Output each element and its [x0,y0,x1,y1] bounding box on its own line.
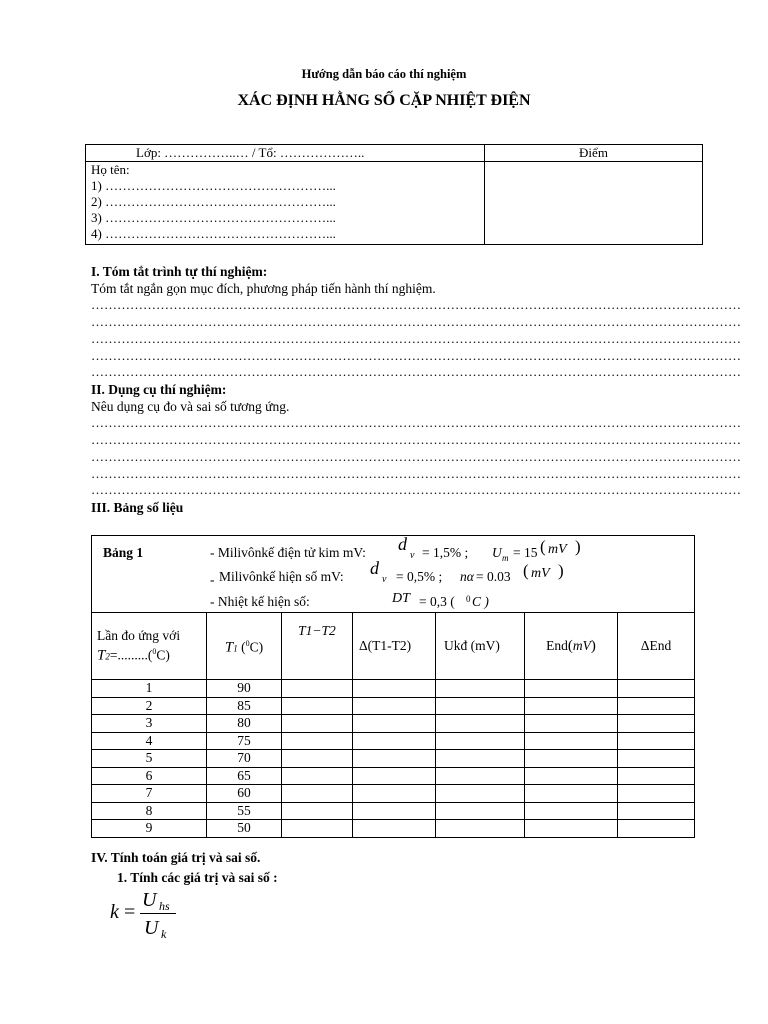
n-alpha-symbol: nα [460,569,474,584]
document-subtitle: Hướng dẫn báo cáo thí nghiệm [301,67,467,81]
name-line-3: 3) ……………………………………………... [91,210,336,225]
col-header-delta-end: ΔEnd [618,613,695,680]
delta-symbol: d [370,558,379,578]
paren-close: ) [575,537,581,556]
formula-denominator-subscript: k [161,927,167,941]
row-t1-value: 85 [207,697,282,715]
table-row [92,715,695,733]
celsius-unit: C ) [472,594,489,609]
paren-close: ) [558,561,564,580]
row-index: 7 [92,785,207,803]
formula-fraction-bar [140,913,176,914]
row-index: 2 [92,697,207,715]
empty-cell [436,767,525,785]
score-cell [485,162,703,245]
degree-superscript: 0 [152,646,157,656]
um-subscript: m [502,553,509,563]
empty-cell [282,820,353,838]
class-group-field: Lớp: ……………..… / Tổ: ……………….. [86,145,485,162]
empty-cell [353,802,436,820]
t2-placeholder: =.........( [109,647,153,663]
empty-cell [525,697,618,715]
row-t1-value: 50 [207,820,282,838]
name-line-4: 4) ……………………………………………... [91,226,336,241]
name-label: Họ tên: [91,162,130,177]
empty-cell [525,767,618,785]
empty-cell [618,750,695,768]
delta-symbol: d [398,534,407,554]
names-cell [86,162,485,245]
dotted-line: …………………………………………………………………………………………………………………………………… [91,449,741,464]
section-3-heading: III. Bảng số liệu [91,500,184,515]
formula-numerator-subscript: hs [159,899,170,913]
score-label: Điểm [485,145,703,162]
col-header-t1-minus-t2: T1−T2 [282,613,353,680]
formula-denominator: U [144,917,159,939]
empty-cell [618,785,695,803]
empty-cell [282,697,353,715]
row-t1-value: 65 [207,767,282,785]
paren-open: ( [540,537,546,556]
row-index: 4 [92,732,207,750]
empty-cell [436,820,525,838]
t1-unit-open: ( [241,639,246,655]
table-label: Bảng 1 [103,545,144,560]
unit-mv-2: mV [531,566,550,581]
row-index: 9 [92,820,207,838]
t2-symbol: T [97,647,106,664]
row-index: 5 [92,750,207,768]
empty-cell [618,680,695,698]
table-row [92,820,695,838]
um-symbol: U [492,545,502,560]
empty-cell [618,715,695,733]
empty-cell [436,802,525,820]
instrument-2-label: - [210,572,215,587]
instrument-2-label: Milivônkế hiện số mV: [219,569,344,584]
unit-mv-1: mV [548,542,567,557]
student-info-table [85,144,703,245]
t2-subscript: 2 [105,651,110,662]
formula-lhs: k [110,901,119,923]
t1-subscript: 1 [233,643,238,654]
empty-cell [353,715,436,733]
empty-cell [436,732,525,750]
empty-cell [353,820,436,838]
n-alpha-value: = 0.03 [476,569,511,584]
delta-subscript: v [382,574,387,585]
empty-cell [525,715,618,733]
table-row [92,680,695,698]
empty-cell [353,697,436,715]
t1-unit-close: C) [249,639,264,655]
empty-cell [282,767,353,785]
empty-cell [353,680,436,698]
empty-cell [525,732,618,750]
t1-symbol: T [224,639,234,656]
table-row [92,767,695,785]
row-t1-value: 55 [207,802,282,820]
table-row [92,802,695,820]
dotted-line: …………………………………………………………………………………………………………………………………… [91,331,741,346]
col-header-t1 [207,613,282,680]
dotted-line: …………………………………………………………………………………………………………………………………… [91,466,741,481]
row-index: 6 [92,767,207,785]
col-header-measurement [92,613,207,680]
empty-cell [282,732,353,750]
empty-cell [353,750,436,768]
section-4-item-1: 1. Tính các giá trị và sai số : [117,870,278,885]
dotted-line: …………………………………………………………………………………………………………………………………… [91,432,741,447]
section-1-heading: I. Tóm tắt trình tự thí nghiệm: [91,264,268,279]
empty-cell [436,697,525,715]
data-table [91,535,695,838]
instrument-1-label: - Milivônkế điện tử kim mV: [210,545,366,560]
instrument-2-accuracy: = 0,5% ; [396,569,443,584]
name-line-1: 1) ……………………………………………... [91,178,336,193]
section-4-heading: IV. Tính toán giá trị và sai số. [91,850,261,865]
row-t1-value: 80 [207,715,282,733]
empty-cell [353,732,436,750]
degree-superscript: 0 [466,594,471,604]
dotted-line: …………………………………………………………………………………………………………………………………… [91,314,741,329]
table-row [92,732,695,750]
empty-cell [282,802,353,820]
dotted-line: …………………………………………………………………………………………………………………………………… [91,297,741,312]
empty-cell [282,785,353,803]
end-label: End [546,638,568,653]
row-index: 3 [92,715,207,733]
empty-cell [618,820,695,838]
row-t1-value: 70 [207,750,282,768]
celsius-unit: C) [156,647,170,663]
col-header-ukd: Ukđ (mV) [436,613,525,680]
section-1-description: Tóm tắt ngắn gọn mục đích, phương pháp tiến hành thí nghiệm. [91,281,436,296]
instrument-3-label: - Nhiệt kế hiện số: [210,594,310,609]
empty-cell [525,785,618,803]
col-header-end: End(mV) [525,613,618,680]
instrument-1-accuracy: = 1,5% ; [422,545,469,560]
empty-cell [618,697,695,715]
empty-cell [436,715,525,733]
table-caption-cell [92,536,695,613]
table-row [92,750,695,768]
empty-cell [525,680,618,698]
empty-cell [618,732,695,750]
empty-cell [525,750,618,768]
col-header-delta-t: Δ(T1-T2) [353,613,436,680]
row-t1-value: 60 [207,785,282,803]
dotted-line: …………………………………………………………………………………………………………………………………… [91,482,741,497]
empty-cell [618,802,695,820]
thermometer-accuracy: = 0,3 ( [419,594,455,609]
row-index: 8 [92,802,207,820]
empty-cell [436,750,525,768]
section-2-heading: II. Dụng cụ thí nghiệm: [91,382,227,397]
col-header-measurement-text: Lần đo ứng với [97,627,181,643]
dotted-line: …………………………………………………………………………………………………………………………………… [91,364,741,379]
empty-cell [282,750,353,768]
name-line-2: 2) ……………………………………………... [91,194,336,209]
empty-cell [353,785,436,803]
row-t1-value: 90 [207,680,282,698]
section-2-description: Nêu dụng cụ đo và sai số tương ứng. [91,399,290,414]
empty-cell [353,767,436,785]
end-unit: mV [572,638,591,653]
empty-cell [525,802,618,820]
formula-equals: = [124,901,136,923]
empty-cell [436,785,525,803]
delta-subscript: v [410,550,415,561]
table-row [92,785,695,803]
row-t1-value: 75 [207,732,282,750]
dotted-line: …………………………………………………………………………………………………………………………………… [91,348,741,363]
document-title: XÁC ĐỊNH HẰNG SỐ CẶP NHIỆT ĐIỆN [237,92,531,109]
empty-cell [525,820,618,838]
table-row [92,697,695,715]
um-value: = 15 [513,545,538,560]
degree-superscript: 0 [245,638,250,648]
empty-cell [282,715,353,733]
row-index: 1 [92,680,207,698]
dt-symbol: DT [392,591,410,606]
empty-cell [282,680,353,698]
paren-open: ( [523,561,529,580]
formula-numerator: U [142,889,157,911]
empty-cell [436,680,525,698]
dotted-line: …………………………………………………………………………………………………………………………………… [91,415,741,430]
empty-cell [618,767,695,785]
